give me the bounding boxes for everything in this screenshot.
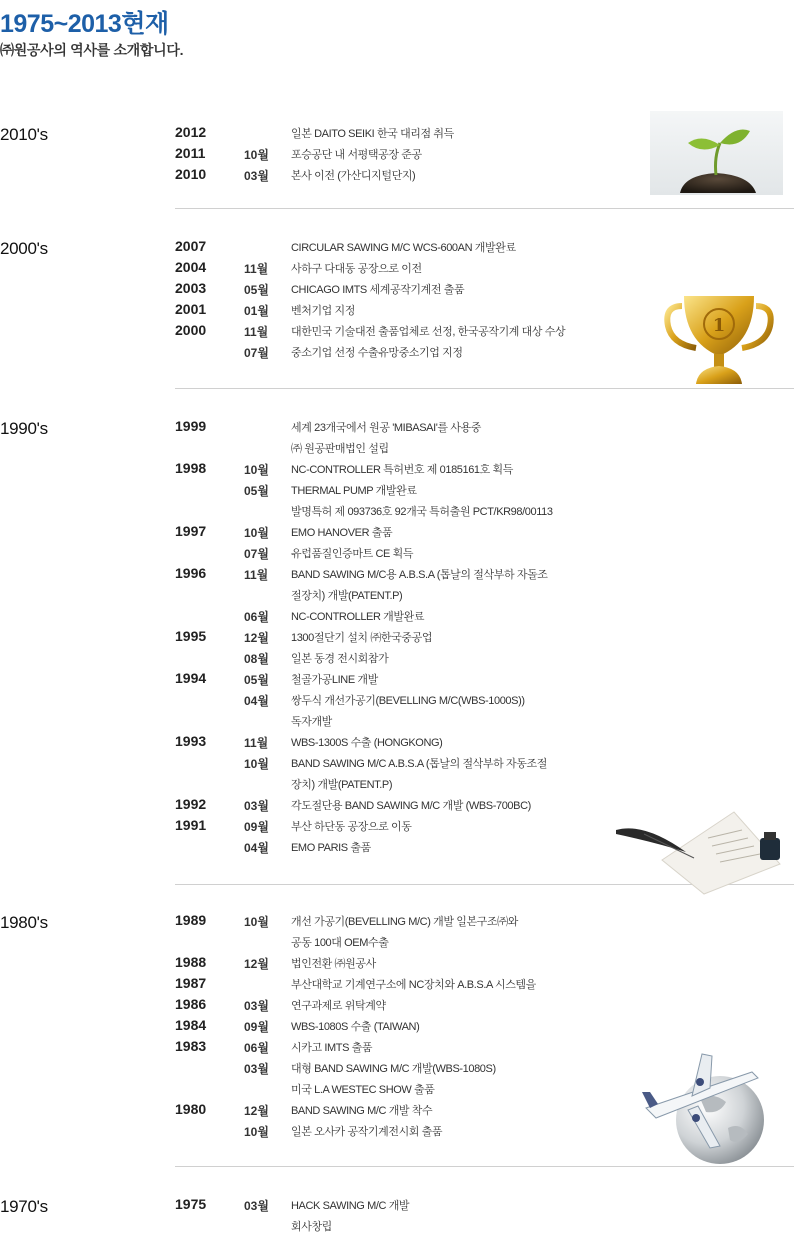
event-text: NC-CONTROLLER 개발완료: [291, 611, 425, 623]
year-label: 1988: [175, 954, 207, 970]
event-text: BAND SAWING M/C용 A.B.S.A (톱날의 절삭부하 자돌조: [291, 569, 548, 581]
event-text: EMO PARIS 출품: [291, 842, 371, 854]
event-text: 중소기업 선정 수출유망중소기업 지정: [291, 347, 463, 359]
year-label: 1986: [175, 996, 207, 1012]
month-label: 03월: [244, 1199, 269, 1213]
month-label: 10월: [244, 463, 269, 477]
year-label: 1999: [175, 418, 207, 434]
event-text: 미국 L.A WESTEC SHOW 출품: [291, 1084, 435, 1096]
year-label: 2012: [175, 124, 207, 140]
month-label: 06월: [244, 1041, 269, 1055]
event-text: 연구과제로 위탁계약: [291, 1000, 386, 1012]
month-label: 12월: [244, 1104, 269, 1118]
year-label: 1987: [175, 975, 207, 991]
month-label: 10월: [244, 757, 269, 771]
event-text: 본사 이전 (가산디지털단지): [291, 170, 416, 182]
decade-label: 1970's: [0, 1197, 48, 1216]
month-label: 04월: [244, 694, 269, 708]
decade-label: 2010's: [0, 125, 48, 144]
year-label: 2004: [175, 259, 207, 275]
section-divider: [175, 1166, 794, 1167]
event-text: 대형 BAND SAWING M/C 개발(WBS-1080S): [291, 1063, 496, 1075]
event-text: NC-CONTROLLER 특허번호 제 0185161호 획득: [291, 464, 513, 476]
decade-label: 1980's: [0, 913, 48, 932]
month-label: 05월: [244, 283, 269, 297]
month-label: 09월: [244, 1020, 269, 1034]
month-label: 10월: [244, 526, 269, 540]
month-label: 09월: [244, 820, 269, 834]
year-label: 1995: [175, 628, 207, 644]
month-label: 08월: [244, 652, 269, 666]
event-text: ㈜ 원공판매법인 설립: [291, 443, 389, 455]
airplane-globe-image: [640, 1048, 766, 1166]
month-label: 11월: [244, 262, 269, 276]
month-label: 10월: [244, 148, 269, 162]
month-label: 05월: [244, 484, 269, 498]
event-text: 법인전환 ㈜원공사: [291, 958, 376, 970]
month-label: 10월: [244, 915, 269, 929]
event-text: 부산 하단동 공장으로 이동: [291, 821, 412, 833]
event-text: 일본 DAITO SEIKI 한국 대리점 취득: [291, 128, 454, 140]
month-label: 12월: [244, 957, 269, 971]
event-text: 회사창립: [291, 1221, 332, 1233]
event-text: 세계 23개국에서 원공 'MIBASAI'를 사용중: [291, 422, 481, 434]
month-label: 11월: [244, 325, 269, 339]
trophy-number: 1: [712, 315, 726, 336]
month-label: 03월: [244, 999, 269, 1013]
event-text: THERMAL PUMP 개발완료: [291, 485, 417, 497]
event-text: 포승공단 내 서평택공장 준공: [291, 149, 422, 161]
page-subtitle: ㈜원공사의 역사를 소개합니다.: [0, 42, 184, 58]
month-label: 04월: [244, 841, 269, 855]
year-label: 1998: [175, 460, 207, 476]
year-label: 1994: [175, 670, 207, 686]
event-text: 일본 동경 전시회참가: [291, 653, 389, 665]
month-label: 01월: [244, 304, 269, 318]
year-label: 1997: [175, 523, 207, 539]
quill-letter-image: [614, 808, 794, 896]
event-text: 장치) 개발(PATENT.P): [291, 779, 393, 791]
month-label: 12월: [244, 631, 269, 645]
event-text: CHICAGO IMTS 세계공작기계전 출품: [291, 284, 465, 296]
event-text: 발명특허 제 093736호 92개국 특허출원 PCT/KR98/00113: [291, 506, 553, 518]
year-label: 1975: [175, 1196, 207, 1212]
year-label: 1993: [175, 733, 207, 749]
month-label: 07월: [244, 547, 269, 561]
event-text: 철골가공LINE 개발: [291, 674, 378, 686]
decade-label: 2000's: [0, 239, 48, 258]
year-label: 1983: [175, 1038, 207, 1054]
year-label: 2000: [175, 322, 207, 338]
section-divider: [175, 208, 794, 209]
event-text: 부산대학교 기계연구소에 NC장치와 A.B.S.A 시스템을: [291, 979, 536, 991]
event-text: 시카고 IMTS 출품: [291, 1042, 373, 1054]
year-label: 1991: [175, 817, 207, 833]
month-label: 03월: [244, 1062, 269, 1076]
year-label: 1989: [175, 912, 207, 928]
event-text: WBS-1300S 수출 (HONGKONG): [291, 737, 443, 749]
year-label: 1992: [175, 796, 207, 812]
section-divider: [175, 388, 794, 389]
month-label: 07월: [244, 346, 269, 360]
event-text: WBS-1080S 수출 (TAIWAN): [291, 1021, 420, 1033]
event-text: 대한민국 기술대전 출품업체로 선정, 한국공작기계 대상 수상: [291, 326, 566, 338]
year-label: 2011: [175, 145, 206, 161]
month-label: 10월: [244, 1125, 269, 1139]
event-text: 일본 오사카 공작기계전시회 출품: [291, 1126, 443, 1138]
event-text: 유럽품질인증마트 CE 획득: [291, 548, 414, 560]
year-label: 1980: [175, 1101, 207, 1117]
event-text: 개선 가공기(BEVELLING M/C) 개발 일본구조㈜와: [291, 916, 518, 928]
event-text: 쌍두식 개선가공기(BEVELLING M/C(WBS-1000S)): [291, 695, 525, 707]
event-text: 각도절단용 BAND SAWING M/C 개발 (WBS-700BC): [291, 800, 531, 812]
sprout-image: [650, 111, 783, 195]
event-text: 절장치) 개발(PATENT.P): [291, 590, 403, 602]
event-text: 1300절단기 설치 ㈜한국중공업: [291, 632, 433, 644]
year-label: 2001: [175, 301, 207, 317]
event-text: 사하구 다대동 공장으로 이전: [291, 263, 422, 275]
year-label: 1996: [175, 565, 207, 581]
year-label: 2003: [175, 280, 207, 296]
event-text: BAND SAWING M/C 개발 착수: [291, 1105, 433, 1117]
event-text: EMO HANOVER 출품: [291, 527, 393, 539]
trophy-image: [662, 292, 776, 388]
event-text: 공동 100대 OEM수출: [291, 937, 389, 949]
decade-label: 1990's: [0, 419, 48, 438]
event-text: BAND SAWING M/C A.B.S.A (톱날의 절삭부하 자동조절: [291, 758, 547, 770]
event-text: CIRCULAR SAWING M/C WCS-600AN 개발완료: [291, 242, 516, 254]
month-label: 03월: [244, 799, 269, 813]
month-label: 11월: [244, 568, 269, 582]
year-label: 1984: [175, 1017, 207, 1033]
month-label: 03월: [244, 169, 269, 183]
event-text: 벤처기업 지정: [291, 305, 356, 317]
month-label: 11월: [244, 736, 269, 750]
page-title: 1975~2013현재: [0, 10, 169, 38]
event-text: 독자개발: [291, 716, 332, 728]
month-label: 05월: [244, 673, 269, 687]
event-text: HACK SAWING M/C 개발: [291, 1200, 410, 1212]
month-label: 06월: [244, 610, 269, 624]
year-label: 2007: [175, 238, 207, 254]
year-label: 2010: [175, 166, 207, 182]
